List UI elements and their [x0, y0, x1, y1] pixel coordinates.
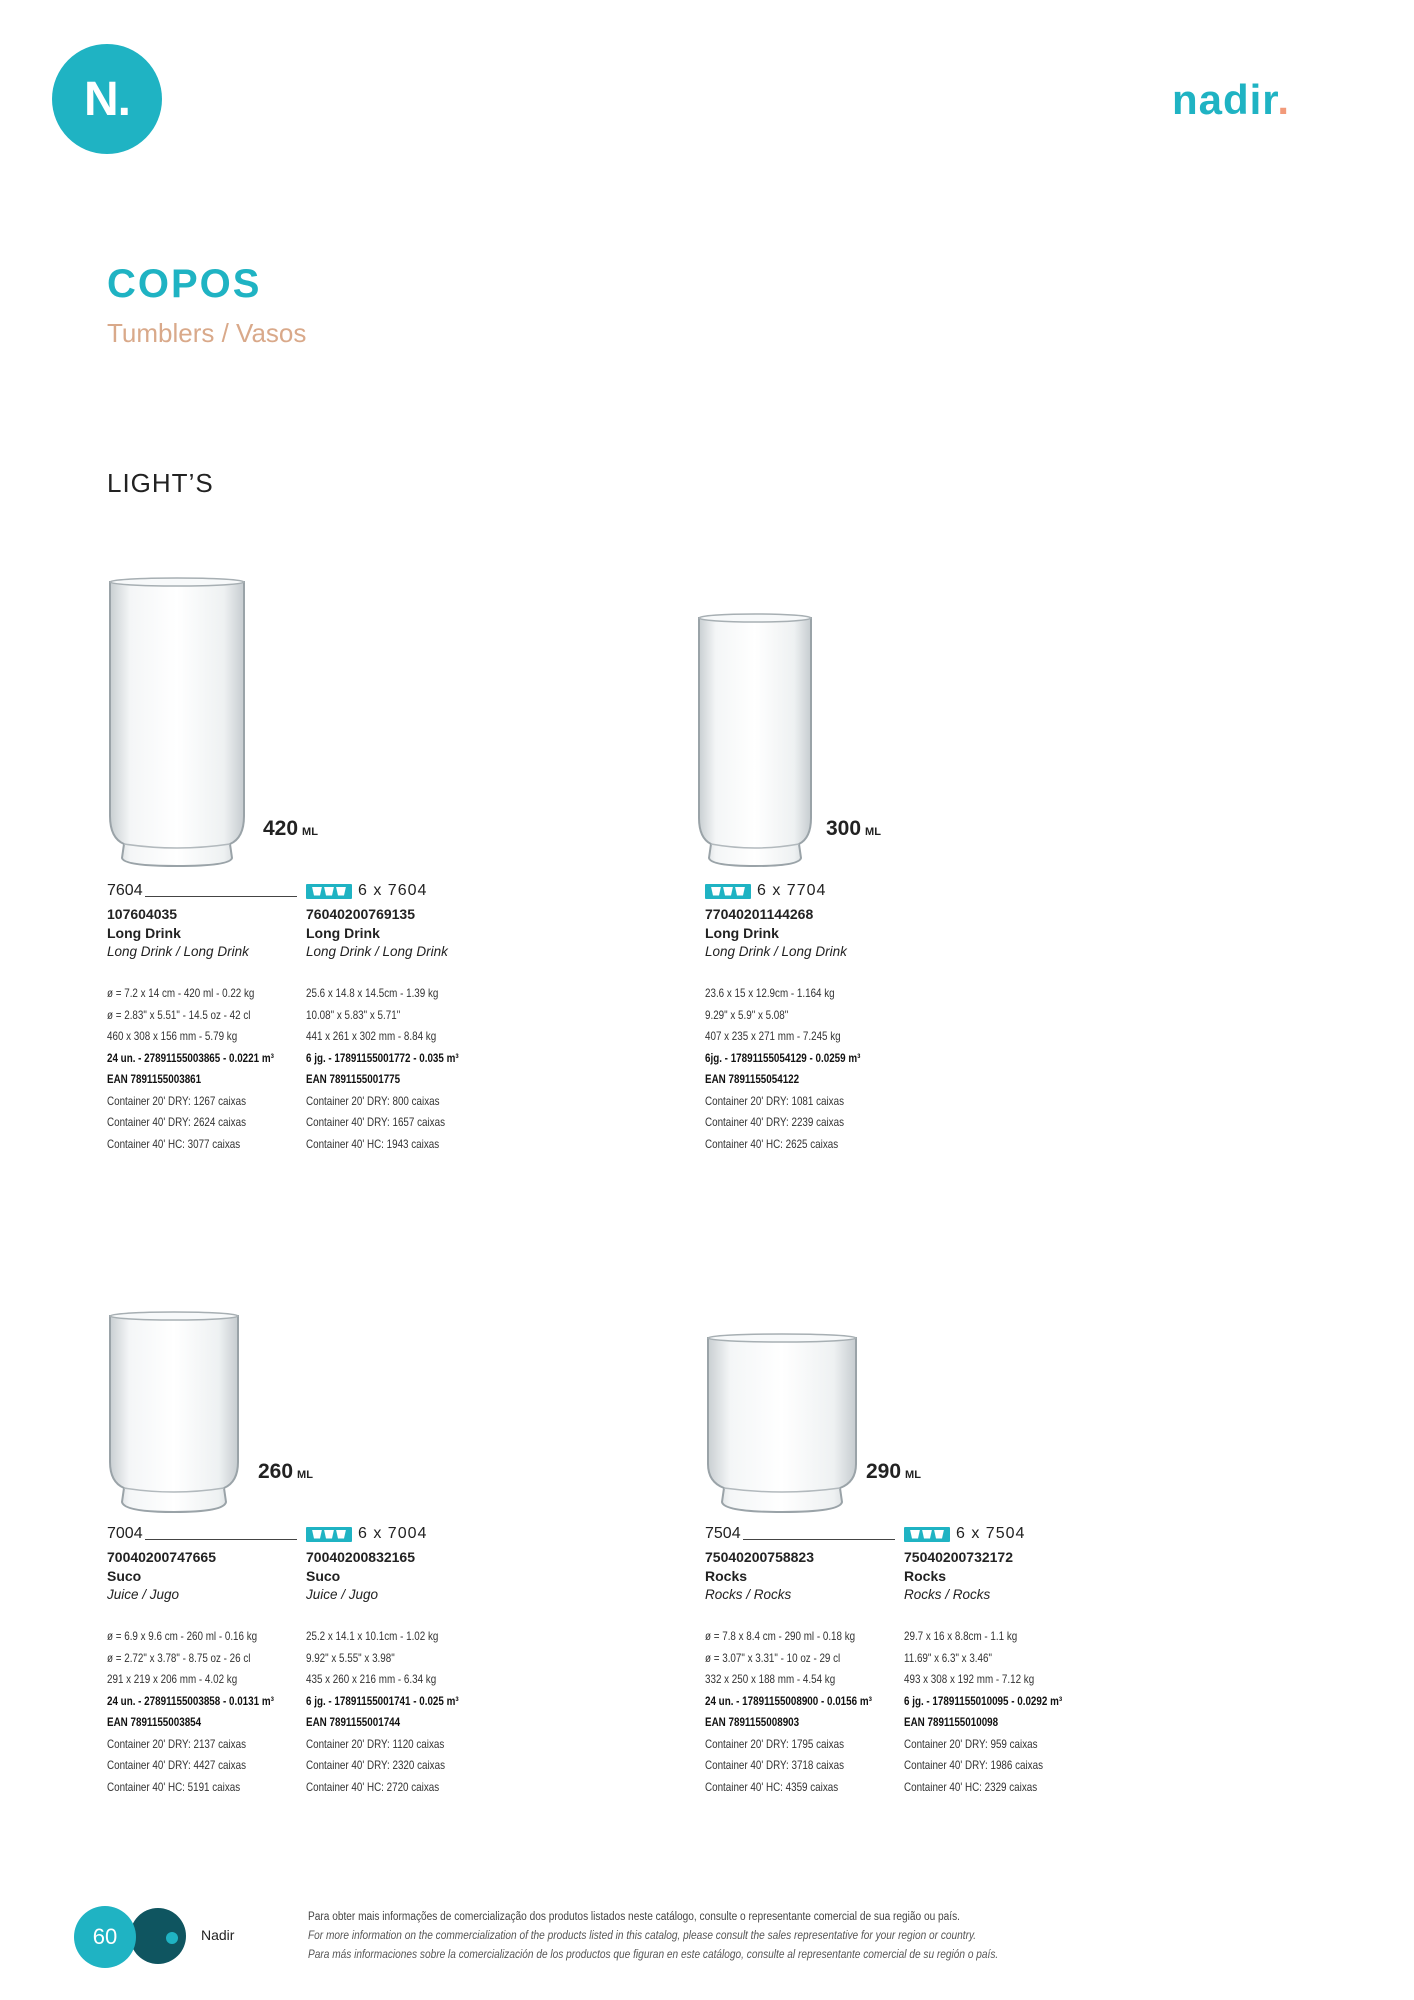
unit-specs [107, 1626, 297, 1798]
spec-line: Container 20' DRY: 800 caixas [306, 1093, 440, 1108]
pack-specs [705, 983, 895, 1155]
rocks-glass-image [702, 1332, 862, 1516]
capacity-value: 260 [258, 1460, 294, 1483]
spec-line: 25.2 x 14.1 x 10.1cm - 1.02 kg [306, 1629, 439, 1643]
spec-line: 407 x 235 x 271 mm - 7.245 kg [705, 1029, 841, 1043]
spec-line: Container 40' DRY: 3718 caixas [705, 1758, 845, 1772]
unit-product-name: Suco [107, 1568, 142, 1584]
spec-line: ø = 7.8 x 8.4 cm - 290 ml - 0.18 kg [705, 1629, 856, 1643]
footer-note-en: For more information on the commercialization of the products listed in this catalog, please consult the sales representative for your region or country. [308, 1930, 977, 1942]
capacity-label [258, 1460, 313, 1484]
spec-line: 10.08" x 5.83" x 5.71" [306, 1007, 401, 1022]
capacity-unit: ML [905, 1469, 921, 1481]
spec-line: Container 40' HC: 2329 caixas [904, 1779, 1038, 1794]
pack-product-name: Long Drink [306, 925, 380, 941]
spec-line: Container 40' DRY: 2624 caixas [107, 1115, 247, 1129]
nadir-logo-badge: N. [52, 44, 162, 154]
spec-line: Container 40' DRY: 2320 caixas [306, 1758, 446, 1772]
spec-line: 29.7 x 16 x 8.8cm - 1.1 kg [904, 1629, 1018, 1643]
footer-note-es: Para más informaciones sobre la comercialización de los productos que figuran en este catálogo, consulte al representante comercial de su región o país. [308, 1949, 999, 1961]
spec-line: 9.29" x 5.9" x 5.08" [705, 1007, 789, 1022]
spec-line: 24 un. - 17891155008900 - 0.0156 m³ [705, 1693, 872, 1708]
pack-code: 6 x 7004 [358, 1525, 428, 1542]
pack-code-row [306, 1523, 496, 1545]
spec-line: 25.6 x 14.8 x 14.5cm - 1.39 kg [306, 986, 439, 1000]
spec-line: Container 40' DRY: 1986 caixas [904, 1758, 1044, 1772]
spec-line: 6 jg. - 17891155001741 - 0.025 m³ [306, 1693, 459, 1708]
brand-dot: . [1277, 76, 1290, 123]
footer-note-pt: Para obter mais informações de comercialização dos produtos listados neste catálogo, consulte o representante comercial de sua região ou país. [308, 1911, 960, 1923]
footer-brand: Nadir [201, 1927, 235, 1943]
unit-product-name: Rocks [705, 1568, 748, 1584]
long-drink-glass-image [693, 612, 817, 870]
six-pack-icon [306, 1527, 352, 1542]
spec-line: 6 jg. - 17891155001772 - 0.035 m³ [306, 1050, 459, 1065]
spec-line: Container 40' HC: 2625 caixas [705, 1136, 839, 1151]
spec-line: Container 40' DRY: 1657 caixas [306, 1115, 446, 1129]
spec-line: 493 x 308 x 192 mm - 7.12 kg [904, 1672, 1035, 1686]
pack-specs [306, 983, 496, 1155]
spec-line: ø = 6.9 x 9.6 cm - 260 ml - 0.16 kg [107, 1629, 258, 1643]
unit-product-name: Long Drink [107, 925, 181, 941]
pack-reference: 76040200769135 [306, 906, 416, 922]
product-line-name: LIGHT’S [107, 468, 214, 498]
section-title: COPOS [107, 262, 262, 306]
spec-line: Container 40' HC: 5191 caixas [107, 1779, 241, 1794]
unit-code-row [107, 880, 297, 902]
spec-line: Container 40' DRY: 4427 caixas [107, 1758, 247, 1772]
six-pack-icon [306, 884, 352, 899]
capacity-value: 300 [826, 817, 862, 840]
pack-product-translation: Juice / Jugo [306, 1587, 379, 1602]
footer-notes [308, 1908, 1208, 1965]
pack-code-row [705, 880, 895, 902]
brand-name: nadir [1171, 76, 1278, 123]
spec-line: EAN 7891155001744 [306, 1715, 401, 1729]
section-subtitle: Tumblers / Vasos [107, 318, 307, 348]
capacity-value: 420 [263, 817, 299, 840]
brand-wordmark [1172, 76, 1290, 124]
unit-product-translation: Rocks / Rocks [705, 1587, 792, 1602]
spec-line: EAN 7891155001775 [306, 1072, 401, 1086]
capacity-unit: ML [865, 826, 881, 838]
code-divider [743, 1528, 895, 1540]
unit-product-translation: Long Drink / Long Drink [107, 944, 249, 959]
unit-column [107, 880, 297, 1155]
unit-reference: 107604035 [107, 906, 178, 922]
spec-line: 460 x 308 x 156 mm - 5.79 kg [107, 1029, 238, 1043]
six-pack-icon [705, 884, 751, 899]
pack-product-name: Suco [306, 1568, 341, 1584]
pack-column [306, 880, 496, 1155]
pack-product-name: Rocks [904, 1568, 947, 1584]
unit-specs [107, 983, 297, 1155]
pack-code: 6 x 7604 [358, 882, 428, 899]
spec-line: EAN 7891155054122 [705, 1072, 800, 1086]
unit-code-row [107, 1523, 297, 1545]
spec-line: Container 40' HC: 3077 caixas [107, 1136, 241, 1151]
pack-specs [904, 1626, 1094, 1798]
six-pack-icon [904, 1527, 950, 1542]
capacity-label [866, 1460, 921, 1484]
spec-line: EAN 7891155003861 [107, 1072, 202, 1086]
pack-column [904, 1523, 1094, 1798]
spec-line: 11.69" x 6.3" x 3.46" [904, 1650, 992, 1665]
spec-line: Container 40' HC: 1943 caixas [306, 1136, 440, 1151]
capacity-unit: ML [297, 1469, 313, 1481]
unit-code-row [705, 1523, 895, 1545]
spec-line: ø = 7.2 x 14 cm - 420 ml - 0.22 kg [107, 986, 255, 1000]
spec-line: 24 un. - 27891155003858 - 0.0131 m³ [107, 1693, 274, 1708]
pack-product-translation: Long Drink / Long Drink [306, 944, 448, 959]
pack-reference: 75040200732172 [904, 1549, 1014, 1565]
spec-line: ø = 2.83" x 5.51" - 14.5 oz - 42 cl [107, 1007, 251, 1022]
spec-line: 441 x 261 x 302 mm - 8.84 kg [306, 1029, 437, 1043]
spec-line: EAN 7891155003854 [107, 1715, 202, 1729]
spec-line: Container 20' DRY: 959 caixas [904, 1736, 1038, 1751]
page-number: 60 [74, 1906, 136, 1968]
footer-dot [166, 1932, 178, 1944]
spec-line: 6jg. - 17891155054129 - 0.0259 m³ [705, 1050, 861, 1065]
spec-line: EAN 7891155010098 [904, 1715, 999, 1729]
spec-line: EAN 7891155008903 [705, 1715, 800, 1729]
pack-column [705, 880, 895, 1155]
pack-specs [306, 1626, 496, 1798]
unit-reference: 70040200747665 [107, 1549, 217, 1565]
spec-line: Container 20' DRY: 1081 caixas [705, 1093, 845, 1108]
spec-line: Container 40' HC: 2720 caixas [306, 1779, 440, 1794]
pack-code-row [306, 880, 496, 902]
unit-code: 7604 [107, 882, 143, 899]
spec-line: 435 x 260 x 216 mm - 6.34 kg [306, 1672, 437, 1686]
pack-code-row [904, 1523, 1094, 1545]
unit-column [107, 1523, 297, 1798]
spec-line: Container 20' DRY: 1120 caixas [306, 1736, 445, 1751]
spec-line: Container 20' DRY: 1267 caixas [107, 1093, 247, 1108]
unit-code: 7004 [107, 1525, 143, 1542]
spec-line: ø = 3.07" x 3.31" - 10 oz - 29 cl [705, 1650, 841, 1665]
spec-line: Container 20' DRY: 2137 caixas [107, 1736, 247, 1751]
capacity-label [826, 817, 881, 841]
code-divider [145, 885, 297, 897]
spec-line: Container 40' DRY: 2239 caixas [705, 1115, 845, 1129]
capacity-value: 290 [866, 1460, 902, 1483]
unit-specs [705, 1626, 895, 1798]
spec-line: 291 x 219 x 206 mm - 4.02 kg [107, 1672, 238, 1686]
pack-product-translation: Long Drink / Long Drink [705, 944, 847, 959]
pack-product-translation: Rocks / Rocks [904, 1587, 991, 1602]
spec-line: 332 x 250 x 188 mm - 4.54 kg [705, 1672, 836, 1686]
spec-line: Container 20' DRY: 1795 caixas [705, 1736, 845, 1751]
spec-line: 23.6 x 15 x 12.9cm - 1.164 kg [705, 986, 835, 1000]
pack-product-name: Long Drink [705, 925, 779, 941]
spec-line: 6 jg. - 17891155010095 - 0.0292 m³ [904, 1693, 1063, 1708]
juice-glass-image [104, 1310, 244, 1516]
pack-reference: 77040201144268 [705, 906, 814, 922]
capacity-unit: ML [302, 826, 318, 838]
unit-column [705, 1523, 895, 1798]
long-drink-glass-image [104, 576, 250, 870]
code-divider [145, 1528, 297, 1540]
unit-reference: 75040200758823 [705, 1549, 815, 1565]
unit-code: 7504 [705, 1525, 741, 1542]
spec-line: 24 un. - 27891155003865 - 0.0221 m³ [107, 1050, 274, 1065]
capacity-label [263, 817, 318, 841]
spec-line: ø = 2.72" x 3.78" - 8.75 oz - 26 cl [107, 1650, 251, 1665]
pack-code: 6 x 7704 [757, 882, 827, 899]
spec-line: Container 40' HC: 4359 caixas [705, 1779, 839, 1794]
pack-column [306, 1523, 496, 1798]
spec-line: 9.92" x 5.55" x 3.98" [306, 1650, 395, 1665]
unit-product-translation: Juice / Jugo [107, 1587, 180, 1602]
pack-code: 6 x 7504 [956, 1525, 1026, 1542]
pack-reference: 70040200832165 [306, 1549, 416, 1565]
